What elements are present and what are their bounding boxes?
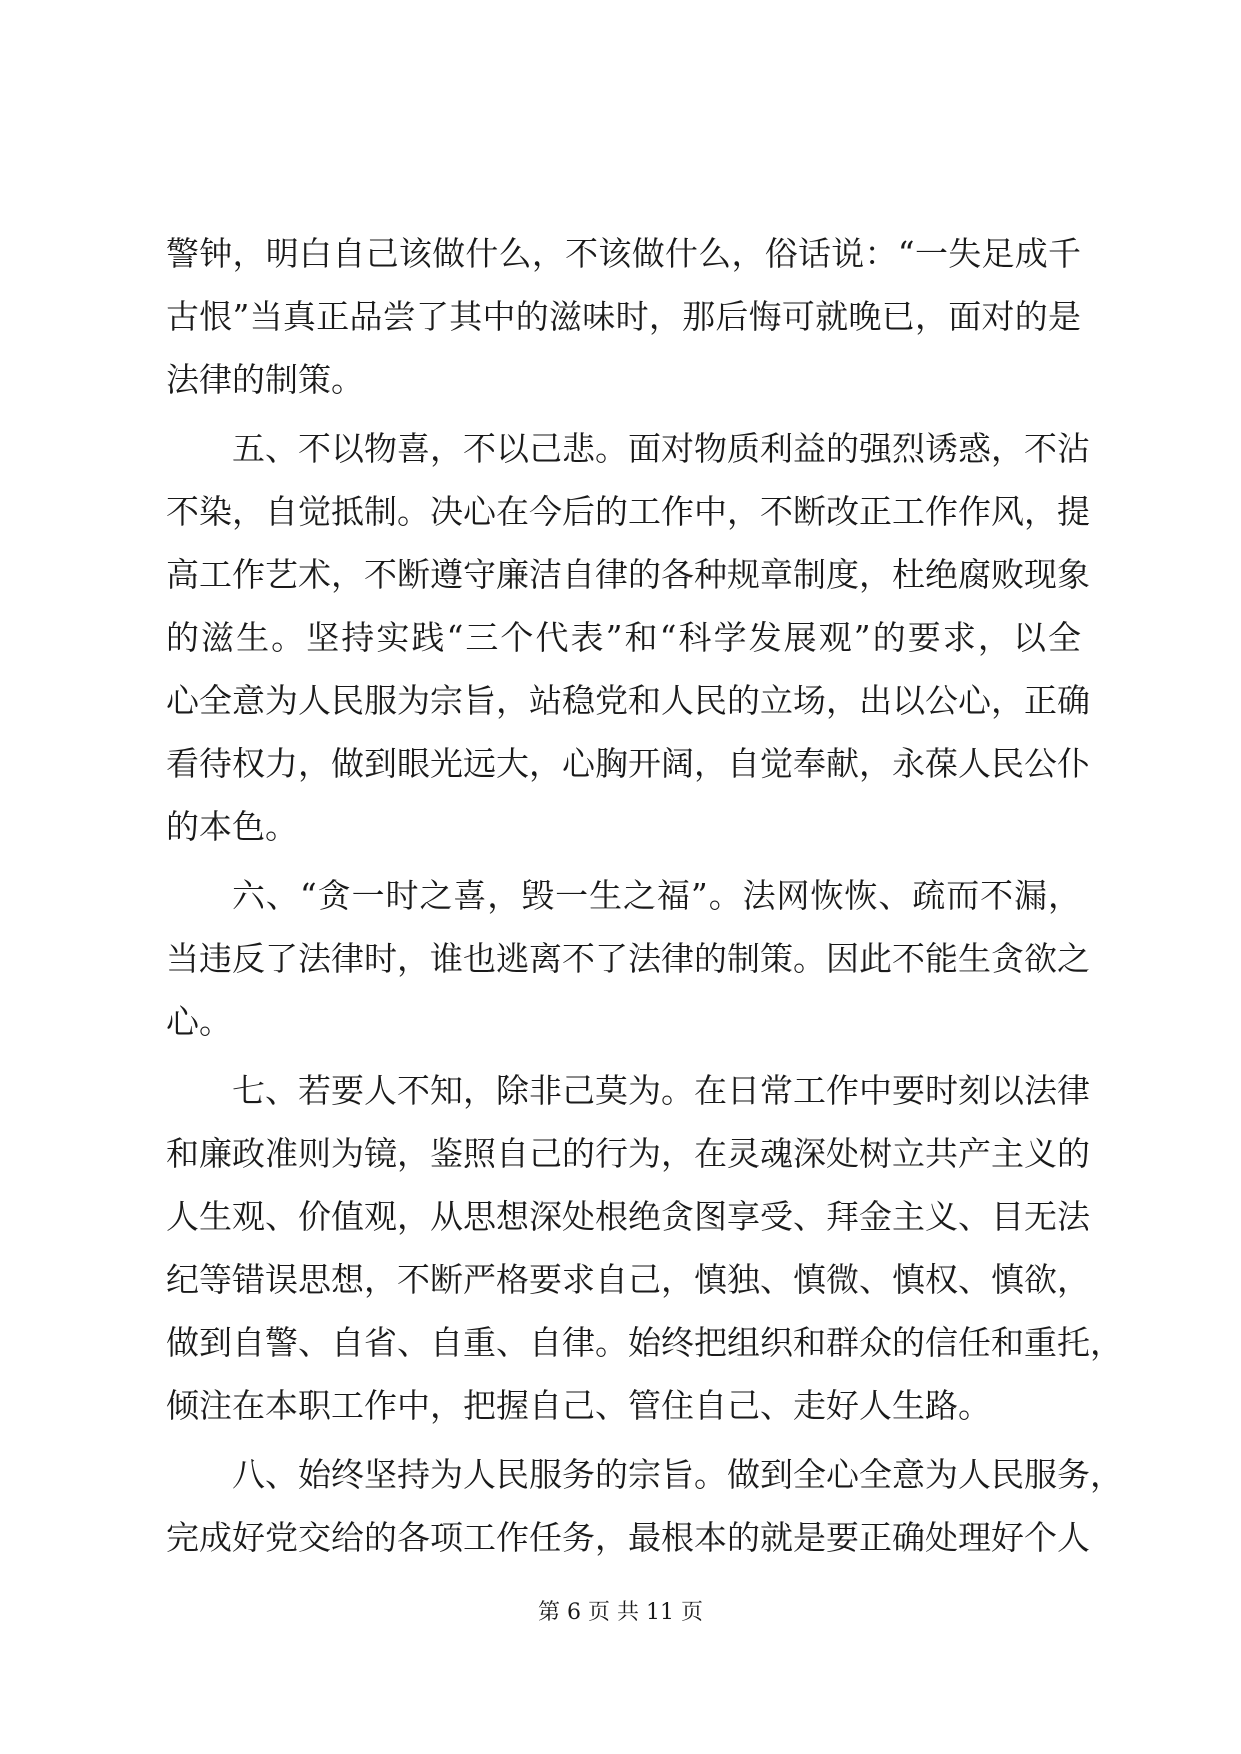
text-line: 完成好党交给的各项工作任务，最根本的就是要正确处理好个人 xyxy=(166,1518,1090,1557)
paragraph xyxy=(166,1059,1123,1437)
paragraph xyxy=(166,864,1090,1053)
document-body xyxy=(166,222,1123,1569)
text-line: 七、若要人不知，除非己莫为。在日常工作中要时刻以法律 xyxy=(232,1071,1090,1110)
text-line: 看待权力，做到眼光远大，心胸开阔，自觉奉献，永葆人民公仆 xyxy=(166,744,1090,783)
text-line: 倾注在本职工作中，把握自己、管住自己、走好人生路。 xyxy=(166,1386,991,1425)
text-line: 心。 xyxy=(166,1002,232,1041)
text-line: 做到自警、自省、自重、自律。始终把组织和群众的信任和重托， xyxy=(166,1323,1123,1362)
text-line: 八、始终坚持为人民服务的宗旨。做到全心全意为人民服务， xyxy=(232,1455,1123,1494)
text-line: 高工作艺术，不断遵守廉洁自律的各种规章制度，杜绝腐败现象 xyxy=(166,555,1090,594)
text-line: 的本色。 xyxy=(166,807,298,846)
paragraph xyxy=(166,417,1090,858)
paragraph xyxy=(166,222,1081,411)
text-line: 六、“贪一时之喜，毁一生之福”。法网恢恢、疏而不漏， xyxy=(232,876,1081,915)
page-footer: 第 6 页 共 11 页 xyxy=(538,1600,703,1625)
text-line: 人生观、价值观，从思想深处根绝贪图享受、拜金主义、目无法 xyxy=(166,1197,1090,1236)
text-line: 不染，自觉抵制。决心在今后的工作中，不断改正工作作风，提 xyxy=(166,492,1090,531)
text-line: 古恨”当真正品尝了其中的滋味时，那后悔可就晚已，面对的是 xyxy=(166,297,1081,336)
text-line: 法律的制策。 xyxy=(166,360,364,399)
text-line: 警钟，明白自己该做什么，不该做什么，俗话说：“一失足成千 xyxy=(166,234,1081,273)
text-line: 当违反了法律时，谁也逃离不了法律的制策。因此不能生贪欲之 xyxy=(166,939,1090,978)
text-line: 五、不以物喜，不以己悲。面对物质利益的强烈诱惑，不沾 xyxy=(232,429,1090,468)
text-line: 的滋生。坚持实践“三个代表”和“科学发展观”的要求，以全 xyxy=(166,618,1081,657)
text-line: 纪等错误思想，不断严格要求自己，慎独、慎微、慎权、慎欲， xyxy=(166,1260,1090,1299)
text-line: 和廉政准则为镜，鉴照自己的行为，在灵魂深处树立共产主义的 xyxy=(166,1134,1090,1173)
paragraph xyxy=(166,1443,1123,1569)
text-line: 心全意为人民服为宗旨，站稳党和人民的立场，出以公心，正确 xyxy=(166,681,1090,720)
